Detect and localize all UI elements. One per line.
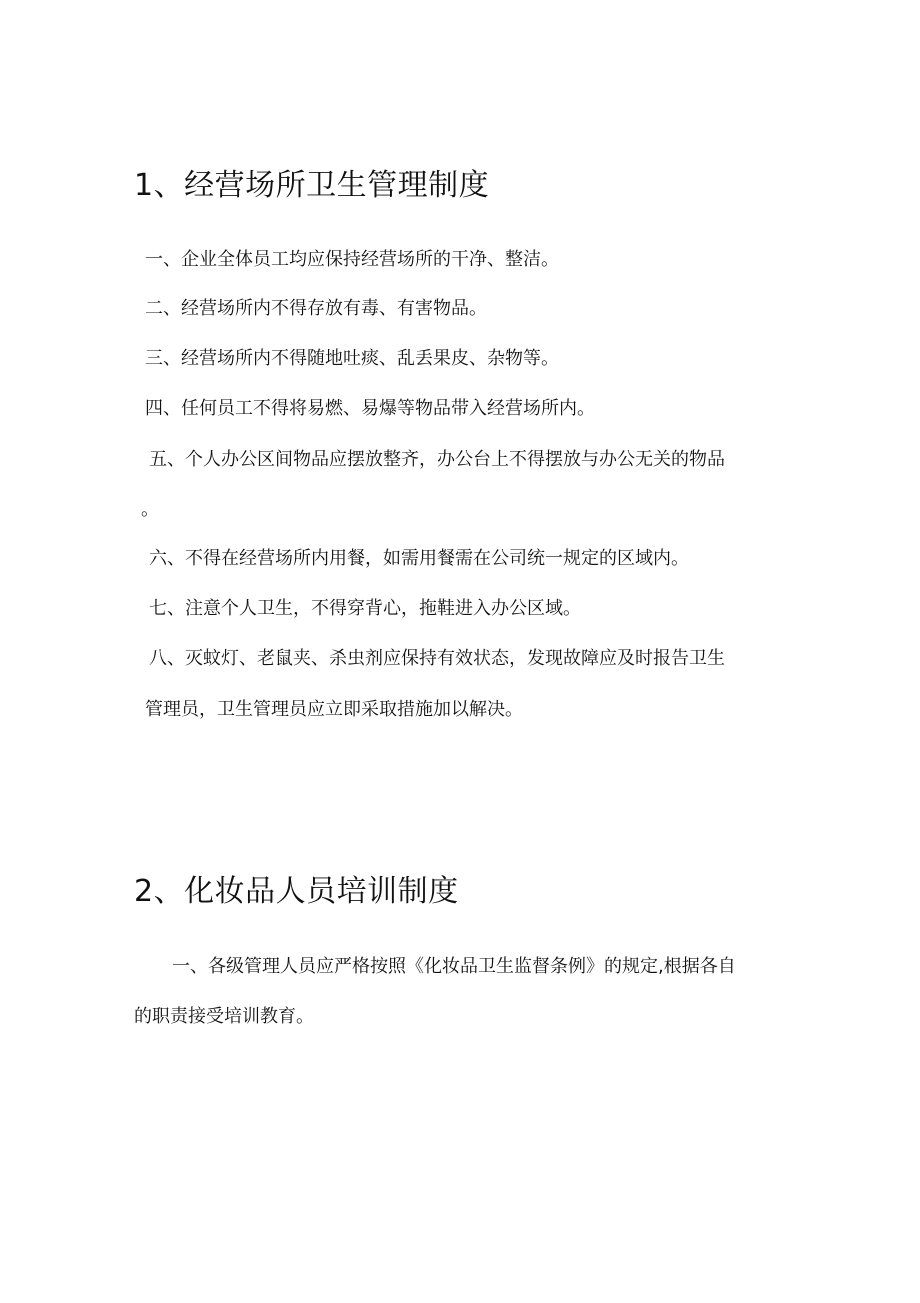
section-1-item-1: 一、企业全体员工均应保持经营场所的干净、整洁。 [145, 249, 559, 270]
section-2-item-1-cont: 的职责接受培训教育。 [134, 1006, 314, 1027]
section-1-item-2: 二、经营场所内不得存放有毒、有害物品。 [145, 298, 487, 319]
section-1-item-6: 六、不得在经营场所内用餐，如需用餐需在公司统一规定的区域内。 [149, 548, 689, 569]
section-2-item-1: 一、各级管理人员应严格按照《化妆品卫生监督条例》的规定,根据各自 [172, 956, 736, 977]
section-1-item-5: 五、个人办公区间物品应摆放整齐，办公台上不得摆放与办公无关的物品 [149, 449, 725, 470]
section-2-title: 2、化妆品人员培训制度 [134, 874, 459, 909]
section-1-item-8-cont: 管理员，卫生管理员应立即采取措施加以解决。 [145, 699, 523, 720]
section-1-item-7: 七、注意个人卫生，不得穿背心，拖鞋进入办公区域。 [149, 598, 581, 619]
section-1-item-5-cont: 。 [141, 499, 159, 520]
section-1-item-8: 八、灭蚊灯、老鼠夹、杀虫剂应保持有效状态，发现故障应及时报告卫生 [149, 648, 725, 669]
section-1-item-4: 四、任何员工不得将易燃、易爆等物品带入经营场所内。 [145, 398, 595, 419]
section-1-item-3: 三、经营场所内不得随地吐痰、乱丢果皮、杂物等。 [145, 348, 559, 369]
section-1-title: 1、经营场所卫生管理制度 [134, 168, 490, 203]
